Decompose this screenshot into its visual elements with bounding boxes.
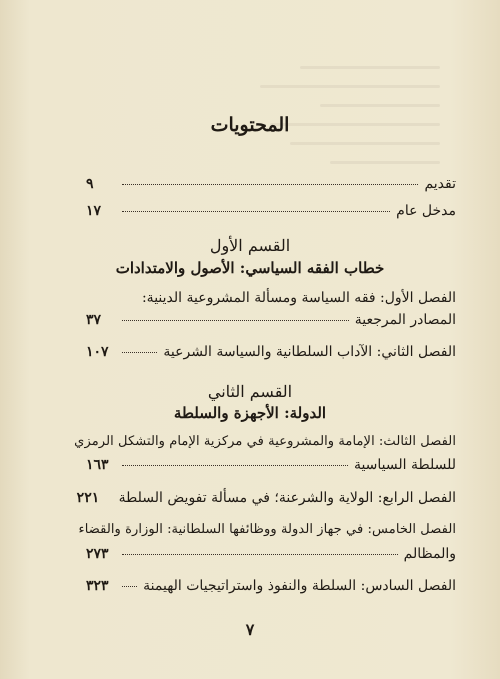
leader-dots [122, 465, 348, 466]
leader-dots [122, 320, 349, 321]
toc-entry-label: المصادر المرجعية [354, 312, 456, 328]
toc-entry-label: الفصل الرابع: الولاية والشرعنة؛ في مسألة تفويض السلطة [118, 490, 456, 506]
toc-page-number: ١٠٧ [86, 344, 109, 360]
toc-entry-label: الفصل السادس: السلطة والنفوذ واستراتيجيات الهيمنة [143, 578, 456, 594]
page-number-footer: ٧ [245, 620, 255, 639]
chapter-five-title-line1: الفصل الخامس: في جهاز الدولة ووظائفها السلطانية: الوزارة والقضاء [78, 522, 456, 537]
toc-entry-preface[interactable] [86, 176, 456, 192]
toc-entry-chapter-six[interactable] [86, 578, 456, 594]
part-two-heading: القسم الثاني [207, 382, 293, 401]
toc-entry-chapter-two[interactable] [86, 344, 456, 360]
chapter-one-title-line1: الفصل الأول: فقه السياسة ومسألة المشروعية الدينية: [141, 290, 456, 306]
toc-entry-label: للسلطة السياسية [353, 457, 456, 473]
toc-entry-chapter-five[interactable] [86, 546, 456, 562]
toc-page-number: ١٧ [86, 203, 102, 219]
toc-entry-label: مدخل عام [396, 203, 456, 219]
toc-page-number: ٣٢٣ [86, 578, 109, 594]
part-one-heading: القسم الأول [209, 236, 291, 255]
leader-dots [122, 184, 418, 185]
toc-entry-introduction[interactable] [86, 203, 456, 219]
toc-entry-chapter-four[interactable] [76, 490, 456, 506]
toc-entry-label: والمظالم [403, 546, 456, 562]
page-title: المحتويات [210, 114, 290, 136]
toc-entry-label: تقديم [424, 176, 456, 192]
part-two-subtitle: الدولة: الأجهزة والسلطة [173, 404, 327, 422]
leader-dots [122, 554, 398, 555]
chapter-three-title-line1: الفصل الثالث: الإمامة والمشروعية في مركزية الإمام والتشكل الرمزي [74, 434, 456, 449]
leader-dots [122, 352, 157, 353]
toc-entry-chapter-three[interactable] [86, 457, 456, 473]
toc-entry-chapter-one[interactable] [86, 312, 456, 328]
toc-page-number: ٩ [86, 176, 94, 192]
toc-page-number: ٣٧ [86, 312, 102, 328]
leader-dots [122, 586, 137, 587]
toc-page-number: ٢٧٣ [86, 546, 109, 562]
toc-page-number: ٢٢١ [76, 490, 100, 506]
toc-entry-label: الفصل الثاني: الآداب السلطانية والسياسة الشرعية [163, 344, 456, 360]
toc-page-number: ١٦٣ [86, 457, 109, 473]
part-one-subtitle: خطاب الفقه السياسي: الأصول والامتدادات [115, 259, 385, 277]
leader-dots [122, 211, 390, 212]
